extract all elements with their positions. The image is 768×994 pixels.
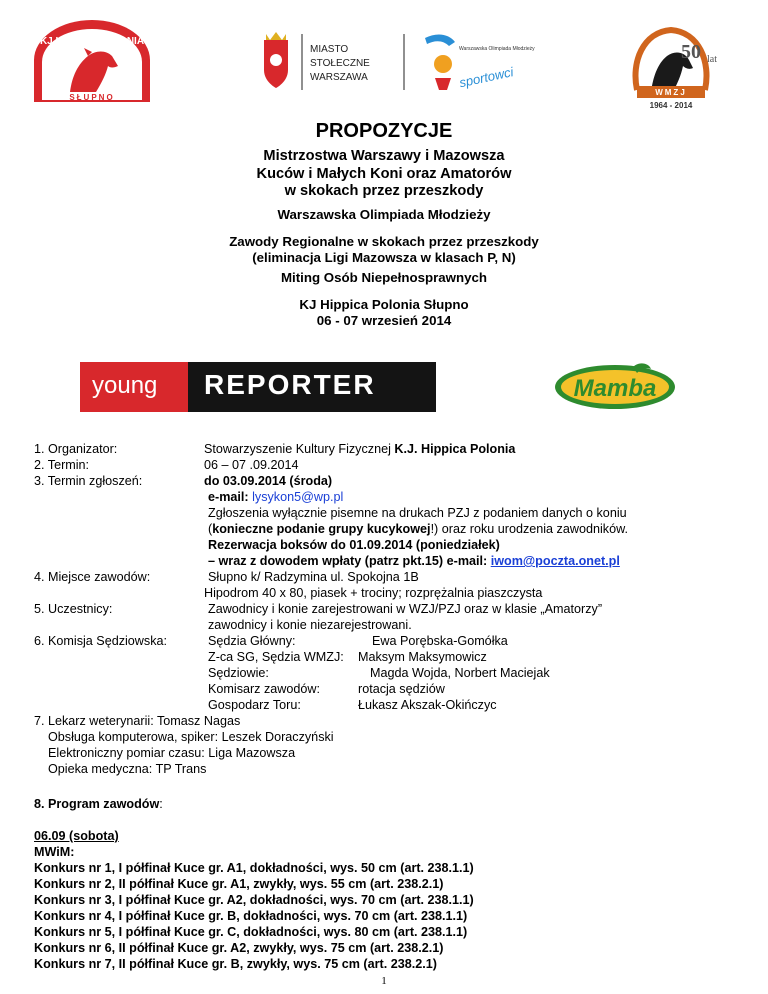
sport-word: sportowci (457, 64, 515, 91)
deadline-label: 3. Termin zgłoszeń: (34, 474, 143, 488)
program-heading: 8. Program zawodów: (34, 797, 163, 811)
place-value2: Hipodrom 40 x 80, piasek + trociny; rozprężalnia piaszczysta (204, 586, 543, 600)
program-group: MWiM: (34, 845, 75, 859)
warsaw-line1: MIASTO (310, 44, 349, 55)
committee-role: Komisarz zawodów: (208, 682, 320, 696)
wmzj-suffix: lat (707, 54, 717, 65)
timing-line: Elektroniczny pomiar czasu: Liga Mazowsza (48, 746, 296, 760)
term-value: 06 – 07 .09.2014 (204, 458, 299, 472)
email-label: e-mail: (208, 490, 253, 504)
committee-name: rotacja sędziów (358, 682, 445, 696)
young-reporter-right-text: REPORTER (204, 369, 376, 400)
subtitle-line: w skokach przez przeszkody (284, 183, 484, 199)
regional-line: (eliminacja Ligi Mazowsza w klasach P, N) (252, 250, 516, 265)
program-item: Konkurs nr 3, I półfinał Kuce gr. A2, dokładności, wys. 70 cm (art. 238.1.1) (34, 893, 474, 907)
wmzj-years: 1964 - 2014 (649, 101, 693, 110)
olimpiada-line: Warszawska Olimpiada Młodzieży (277, 207, 491, 222)
venue-line: KJ Hippica Polonia Słupno (299, 297, 469, 312)
hippica-arc-text: KJ HIPPICA POLONIA (39, 36, 145, 47)
regional-line: Zawody Regionalne w skokach przez przeszkody (229, 234, 539, 249)
miting-line: Miting Osób Niepełnosprawnych (280, 270, 488, 285)
page-title: PROPOZYCJE (315, 120, 453, 142)
participants-line2: zawodnicy i konie niezarejestrowani. (208, 618, 412, 632)
wmzj-band-text: WMZJ (655, 88, 687, 97)
entries-emphasis: konieczne podanie grupy kucykowej (212, 522, 431, 536)
place-value: Słupno k/ Radzymina ul. Spokojna 1B (208, 570, 419, 584)
mamba-word: Mamba (573, 375, 657, 402)
organizer-label: 1. Organizator: (34, 442, 118, 456)
committee-label: 6. Komisja Sędziowska: (34, 634, 167, 648)
organizer-value (204, 441, 515, 457)
warsaw-logo (258, 30, 408, 94)
organizer-prefix: Stowarzyszenie Kultury Fizycznej (204, 442, 395, 456)
boxes-line: Rezerwacja boksów do 01.09.2014 (poniedziałek) (208, 538, 500, 552)
date-line: 06 - 07 wrzesień 2014 (316, 313, 452, 328)
deadline-value: do 03.09.2014 (środa) (204, 474, 333, 488)
olimpiada-sportowcy-logo (415, 30, 535, 94)
place-label: 4. Miejsce zawodów: (34, 570, 151, 584)
mamba-logo (553, 361, 677, 411)
program-item: Konkurs nr 4, I półfinał Kuce gr. B, dokładności, wys. 70 cm (art. 238.1.1) (34, 909, 468, 923)
committee-name: Ewa Porębska-Gomółka (372, 634, 508, 648)
program-item: Konkurs nr 2, II półfinał Kuce gr. A1, zwykły, wys. 55 cm (art. 238.2.1) (34, 877, 444, 891)
organizer-name: K.J. Hippica Polonia (394, 442, 516, 456)
entries-line2: (konieczne podanie grupy kucykowej!) oraz roku urodzenia zawodników. (208, 522, 628, 536)
sport-small-text: Warszawska Olimpiada Młodzieży (459, 46, 535, 52)
hippica-bottom-text: SŁUPNO (69, 93, 115, 102)
subtitle-line: Mistrzostwa Warszawy i Mazowsza (263, 148, 505, 164)
email-line (208, 489, 343, 505)
young-reporter-left-text: young (92, 372, 158, 399)
page-number: 1 (381, 975, 387, 987)
medical-line: Opieka medyczna: TP Trans (48, 762, 207, 776)
participants-label: 5. Uczestnicy: (34, 602, 113, 616)
program-item: Konkurs nr 6, II półfinał Kuce gr. A2, zwykły, wys. 75 cm (art. 238.2.1) (34, 941, 444, 955)
hippica-polonia-logo (26, 20, 158, 104)
subtitle-block (0, 148, 768, 201)
entries-line1: Zgłoszenia wyłącznie pisemne na drukach PZJ z podaniem danych o koniu (208, 506, 627, 520)
wmzj-number: 50 (681, 41, 701, 63)
wmzj-50-lat-logo (617, 22, 727, 110)
payment-email-link[interactable]: iwom@poczta.onet.pl (490, 554, 620, 568)
committee-role: Z-ca SG, Sędzia WMZJ: (208, 650, 344, 664)
committee-name: Łukasz Akszak-Okińczyc (358, 698, 497, 712)
committee-name: Magda Wojda, Norbert Maciejak (370, 666, 550, 680)
warsaw-line3: WARSZAWA (310, 72, 368, 83)
program-item: Konkurs nr 1, I półfinał Kuce gr. A1, dokładności, wys. 50 cm (art. 238.1.1) (34, 861, 474, 875)
subtitle-line: Kuców i Małych Koni oraz Amatorów (256, 165, 512, 182)
program-item: Konkurs nr 7, II półfinał Kuce gr. B, zwykły, wys. 75 cm (art. 238.2.1) (34, 957, 437, 971)
computer-line: Obsługa komputerowa, spiker: Leszek Doraczyński (48, 730, 334, 744)
payment-line: – wraz z dowodem wpłaty (patrz pkt.15) e-mail: iwom@poczta.onet.pl (208, 554, 620, 568)
committee-role: Sędziowie: (208, 666, 269, 680)
email-link[interactable]: lysykon5@wp.pl (252, 490, 344, 504)
committee-role: Gospodarz Toru: (208, 698, 301, 712)
committee-role: Sędzia Główny: (208, 634, 296, 648)
regional-block (0, 234, 768, 266)
warsaw-line2: STOŁECZNE (310, 58, 370, 69)
term-label: 2. Termin: (34, 458, 90, 472)
committee-name: Maksym Maksymowicz (358, 650, 487, 664)
participants-line1: Zawodnicy i konie zarejestrowani w WZJ/PZJ oraz w klasie „Amatorzy” (208, 602, 603, 616)
program-day: 06.09 (sobota) (34, 829, 119, 843)
program-item: Konkurs nr 5, I półfinał Kuce gr. C, dokładności, wys. 80 cm (art. 238.1.1) (34, 925, 468, 939)
vet-line: 7. Lekarz weterynarii: Tomasz Nagas (34, 714, 241, 728)
